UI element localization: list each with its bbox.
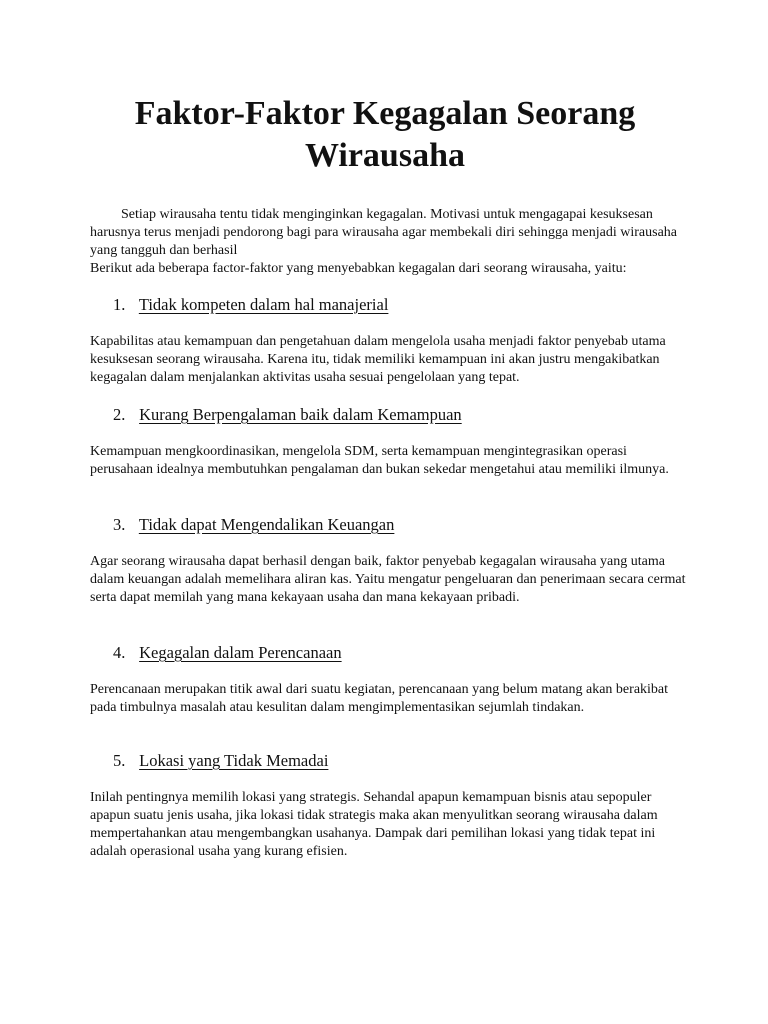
section-heading-text: Tidak dapat Mengendalikan Keuangan — [138, 515, 395, 534]
section-heading-1 — [113, 295, 388, 315]
section-heading-text: Lokasi yang Tidak Memadai — [139, 751, 329, 770]
intro-paragraph: Setiap wirausaha tentu tidak menginginkan kegagalan. Motivasi untuk mengagapai kesuksesan harusnya terus menjadi pendorong bagi para wirausaha agar membekali diri sehingga menjadi wirausaha yang tangguh dan berhasil — [90, 207, 678, 258]
section-heading-text: Tidak kompeten dalam hal manajerial — [138, 295, 389, 314]
section-body-4: Perencanaan merupakan titik awal dari suatu kegiatan, perencanaan yang belum matang akan berakibat pada timbulnya masalah atau kesulitan dalam mengimplementasikan sejumlah tindakan. — [90, 682, 669, 715]
document-title: Faktor-Faktor Kegagalan Seorang Wirausaha — [134, 95, 636, 174]
intro-line: Berikut ada beberapa factor-faktor yang menyebabkan kegagalan dari seorang wirausaha, yaitu: — [90, 261, 627, 276]
section-number: 3. — [113, 515, 126, 534]
section-number: 2. — [113, 405, 126, 424]
section-body-5: Inilah pentingnya memilih lokasi yang strategis. Sehandal apapun kemampuan bisnis atau sepopuler apapun suatu jenis usaha, jika lokasi tidak strategis maka akan menyulitkan seorang wirausaha dalam mempertahankan atau mengembangkan usahanya. Dampak dari pemilihan lokasi yang tidak tepat ini adalah operasional usaha yang kurang efisien. — [90, 790, 658, 859]
section-number: 4. — [113, 643, 126, 662]
section-body-3: Agar seorang wirausaha dapat berhasil dengan baik, faktor penyebab kegagalan wirausaha yang utama dalam keuangan adalah memelihara aliran kas. Yaitu mengatur pengeluaran dan penerimaan secara cermat serta dapat memilah yang mana kekayaan usaha dan mana kekayaan pribadi. — [90, 554, 686, 605]
section-body-1: Kapabilitas atau kemampuan dan pengetahuan dalam mengelola usaha menjadi faktor penyebab utama kesuksesan seorang wirausaha. Karena itu, tidak memiliki kemampuan ini akan justru mengakibatkan kegagalan dalam menjalankan aktivitas usaha sesuai pengelolaan yang tepat. — [90, 334, 666, 385]
section-heading-4 — [113, 643, 342, 663]
section-heading-5 — [113, 751, 328, 771]
intro-block — [90, 206, 690, 278]
section-body-2: Kemampuan mengkoordinasikan, mengelola SDM, serta kemampuan mengintegrasikan operasi perusahaan idealnya membutuhkan pengalaman dan bukan sekedar mengetahui atau memiliki ilmunya. — [90, 444, 669, 477]
section-heading-text: Kegagalan dalam Perencanaan — [139, 643, 342, 662]
section-heading-2 — [113, 405, 462, 425]
section-number: 1. — [113, 295, 126, 314]
section-heading-text: Kurang Berpengalaman baik dalam Kemampuan — [139, 405, 462, 424]
section-heading-3 — [113, 515, 394, 535]
section-number: 5. — [113, 751, 126, 770]
